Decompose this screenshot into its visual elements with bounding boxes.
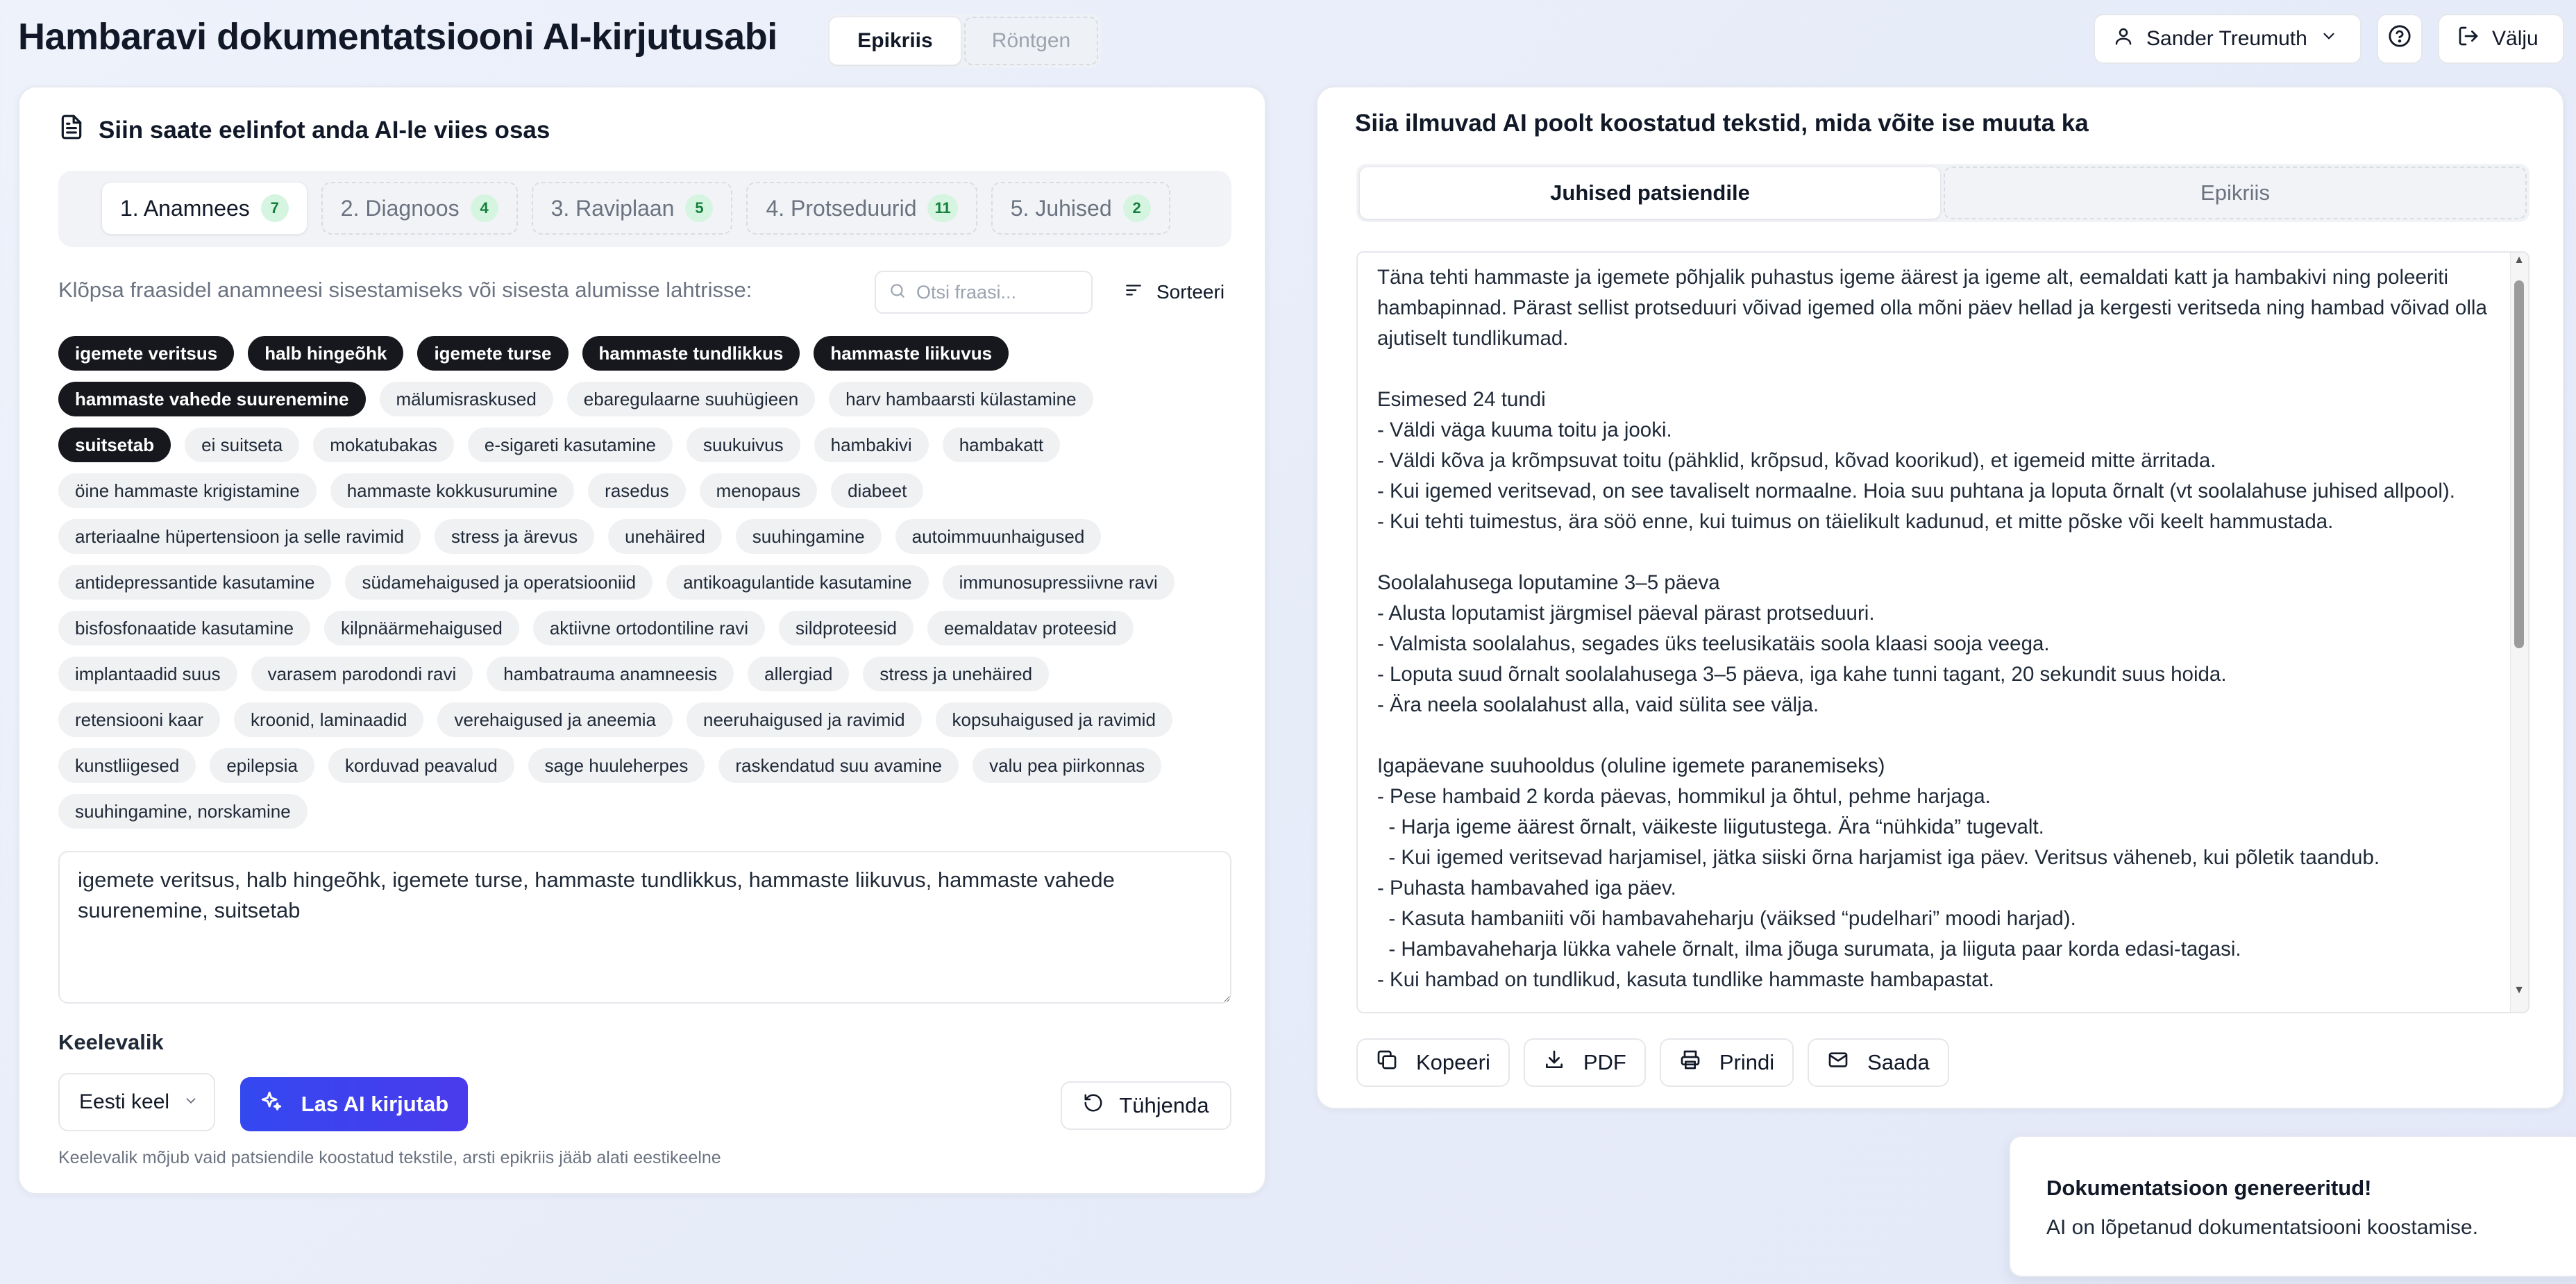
output-tabs bbox=[1356, 164, 2529, 222]
phrase-chip[interactable]: sage huuleherpes bbox=[528, 748, 705, 783]
phrase-hint: Klõpsa fraasidel anamneesi sisestamiseks või sisesta alumisse lahtrisse: bbox=[58, 278, 752, 302]
phrase-chip[interactable]: hambakivi bbox=[814, 428, 929, 462]
phrase-chip[interactable]: verehaigused ja aneemia bbox=[437, 702, 673, 737]
phrase-chip[interactable]: valu pea piirkonnas bbox=[973, 748, 1161, 783]
phrase-chip[interactable]: eemaldatav proteesid bbox=[927, 611, 1134, 645]
input-panel bbox=[18, 86, 1266, 1194]
count-badge: 2 bbox=[1123, 194, 1151, 222]
tab-juhised[interactable] bbox=[991, 182, 1170, 235]
copy-button[interactable] bbox=[1356, 1038, 1510, 1087]
toast-title: Dokumentatsioon genereeritud! bbox=[2046, 1176, 2372, 1200]
phrase-chip[interactable]: hammaste liikuvus bbox=[814, 336, 1009, 371]
phrase-chip[interactable]: kroonid, laminaadid bbox=[234, 702, 423, 737]
mail-icon bbox=[1827, 1049, 1849, 1076]
user-name: Sander Treumuth bbox=[2146, 27, 2307, 50]
phrase-chip[interactable]: retensiooni kaar bbox=[58, 702, 220, 737]
input-panel-title: Siin saate eelinfot anda AI-le viies osas bbox=[99, 116, 550, 144]
phrase-chip[interactable]: immunosupressiivne ravi bbox=[943, 565, 1175, 600]
language-label: Keelevalik bbox=[58, 1030, 164, 1054]
send-button[interactable] bbox=[1808, 1038, 1949, 1087]
language-select[interactable] bbox=[58, 1073, 215, 1131]
copy-label: Kopeeri bbox=[1416, 1050, 1490, 1074]
step-tabs bbox=[58, 171, 1231, 247]
language-note: Keelevalik mõjub vaid patsiendile koostatud tekstile, arsti epikriis jääb alati eestikeelne bbox=[58, 1148, 721, 1167]
phrase-chip[interactable]: suitsetab bbox=[58, 428, 171, 462]
phrase-chip[interactable]: unehäired bbox=[608, 519, 722, 554]
phrase-chip[interactable]: hambatrauma anamneesis bbox=[487, 657, 734, 691]
step-label: 5. Juhised bbox=[1010, 195, 1112, 221]
phrase-chip[interactable]: hammaste tundlikkus bbox=[582, 336, 800, 371]
mode-tabs bbox=[826, 14, 1101, 68]
user-menu-button[interactable] bbox=[2094, 14, 2362, 64]
phrase-chip[interactable]: autoimmuunhaigused bbox=[895, 519, 1102, 554]
phrase-chip[interactable]: kunstliigesed bbox=[58, 748, 196, 783]
toast-message: AI on lõpetanud dokumentatsiooni koostamise. bbox=[2046, 1216, 2479, 1239]
phrase-chip[interactable]: südamehaigused ja operatsiooniid bbox=[345, 565, 653, 600]
phrase-chip[interactable]: stress ja unehäired bbox=[863, 657, 1049, 691]
document-actions bbox=[1356, 1038, 1949, 1087]
phrase-chip[interactable]: suuhingamine, norskamine bbox=[58, 794, 308, 829]
tab-patient-instructions[interactable]: Juhised patsiendile bbox=[1359, 167, 1941, 219]
download-icon bbox=[1543, 1049, 1565, 1076]
clear-button[interactable] bbox=[1061, 1081, 1231, 1130]
tab-epikriis-output[interactable]: Epikriis bbox=[1944, 167, 2527, 219]
pdf-label: PDF bbox=[1583, 1050, 1626, 1074]
phrase-chip[interactable]: varasem parodondi ravi bbox=[251, 657, 473, 691]
phrase-chip[interactable]: suuhingamine bbox=[736, 519, 882, 554]
user-icon bbox=[2113, 26, 2134, 52]
count-badge: 7 bbox=[261, 194, 289, 222]
print-button[interactable] bbox=[1660, 1038, 1794, 1087]
anamnesis-textarea[interactable] bbox=[58, 851, 1231, 1004]
phrase-chip[interactable]: mälumisraskused bbox=[380, 382, 553, 416]
phrase-chip[interactable]: ebaregulaarne suuhügieen bbox=[567, 382, 815, 416]
scroll-down-arrow[interactable]: ▼ bbox=[2514, 984, 2525, 996]
language-value: Eesti keel bbox=[79, 1090, 170, 1113]
logout-button[interactable] bbox=[2438, 14, 2564, 64]
search-icon bbox=[889, 282, 907, 303]
help-circle-icon bbox=[2388, 24, 2411, 53]
sparkles-icon bbox=[260, 1090, 283, 1119]
tab-raviplaan[interactable] bbox=[532, 182, 733, 235]
generated-text[interactable]: Täna tehti hammaste ja igemete põhjalik puhastus igeme äärest ja igeme alt, eemaldati katt ja hambakivi ning poleeriti hambapinnad. Pärast sellist protseduuri võivad igemed olla mõni päev hellad ja kergesti veritseda ning hambad võivad olla ajutiselt tundlikumad. Esimesed 24 tundi - Väldi väga kuuma toitu ja jooki. - Väldi kõva ja krõmpsuvat toitu (pähklid, krõpsud, kõvad koorikud), et igemeid mitte ärritada. - Kui igemed veritsevad, on see tavaliselt normaalne. Hoia suu puhtana ja loputa õrnalt (vt soolalahuse juhised allpool). - Kui tehti tuimestus, ära söö enne, kui tuimus on täielikult kadunud, et mitte põske või keelt hammustada. Soolalahusega loputamine 3–5 päeva - Alusta loputamist järgmisel päeval pärast protseduuri. - Valmista soolalahus, segades üks teelusikatäis soola klaasi sooja veega. - Loputa suud õrnalt soolalahusega 3–5 päeva, iga kahe tunni tagant, 20 sekundit suus hoida. - Ära neela soolalahust alla, vaid sülita see välja. Igapäevane suuhooldus (oluline igemete paranemiseks) - Pese hambaid 2 korda päevas, hommikul ja õhtul, pehme harjaga. - Harja igeme äärest õrnalt, väikeste liigutustega. Ära “nühkida” tugevalt. - Kui igemed veritsevad harjamisel, jätka siiski õrna harjamist iga päev. Veritsus väheneb, kui põletik taandub. - Puhasta hambavahed iga päev. - Kasuta hambaniiti või hambavaheharju (väiksed “pudelhari” moodi harjad). - Hambavaheharja lükka vahele õrnalt, ilma jõuga surumata, ja liiguta paar korda edasi-tagasi. - Kui hambad on tundlikud, kasuta tundlike hammaste hambapastat. bbox=[1377, 266, 2487, 991]
search-input[interactable] bbox=[916, 282, 1069, 303]
sort-label: Sorteeri bbox=[1156, 281, 1225, 303]
count-badge: 5 bbox=[685, 194, 713, 222]
phrase-chip[interactable]: igemete turse bbox=[417, 336, 568, 371]
phrase-chip[interactable]: kopsuhaigused ja ravimid bbox=[936, 702, 1172, 737]
phrase-search[interactable] bbox=[875, 271, 1093, 314]
phrase-chip[interactable]: arteriaalne hüpertensioon ja selle ravimid bbox=[58, 519, 421, 554]
ai-write-label: Las AI kirjutab bbox=[301, 1092, 449, 1116]
chevron-down-icon bbox=[183, 1090, 199, 1114]
phrase-chip[interactable]: antidepressantide kasutamine bbox=[58, 565, 331, 600]
tab-anamnees[interactable] bbox=[101, 182, 308, 235]
step-label: 3. Raviplaan bbox=[550, 195, 675, 221]
phrase-chip[interactable]: neeruhaigused ja ravimid bbox=[687, 702, 922, 737]
ai-write-button[interactable] bbox=[240, 1077, 468, 1131]
help-button[interactable] bbox=[2377, 14, 2423, 64]
phrase-chip[interactable]: igemete veritsus bbox=[58, 336, 234, 371]
sort-button[interactable] bbox=[1116, 271, 1231, 314]
phrase-chip[interactable]: implantaadid suus bbox=[58, 657, 237, 691]
tab-epikriis[interactable]: Epikriis bbox=[829, 17, 961, 65]
phrase-chip[interactable]: allergiad bbox=[748, 657, 849, 691]
count-badge: 11 bbox=[927, 194, 957, 222]
scroll-up-arrow[interactable]: ▲ bbox=[2514, 254, 2525, 266]
phrase-chip[interactable]: hammaste kokkusurumine bbox=[330, 473, 574, 508]
phrase-chips bbox=[58, 336, 1211, 829]
tab-rontgen[interactable]: Röntgen bbox=[964, 17, 1098, 65]
phrase-chip[interactable]: epilepsia bbox=[210, 748, 314, 783]
phrase-chip[interactable]: raskendatud suu avamine bbox=[718, 748, 959, 783]
phrase-chip[interactable]: kilpnäärmehaigused bbox=[324, 611, 519, 645]
phrase-chip[interactable]: mokatubakas bbox=[313, 428, 454, 462]
print-label: Prindi bbox=[1719, 1050, 1775, 1074]
copy-icon bbox=[1376, 1049, 1398, 1076]
output-panel bbox=[1316, 86, 2564, 1109]
tab-diagnoos[interactable] bbox=[321, 182, 518, 235]
step-label: 2. Diagnoos bbox=[340, 195, 460, 221]
printer-icon bbox=[1679, 1049, 1701, 1076]
input-panel-header bbox=[58, 112, 550, 148]
document-icon bbox=[58, 112, 85, 148]
phrase-chip[interactable]: harv hambaarsti külastamine bbox=[829, 382, 1093, 416]
step-label: 4. Protseduurid bbox=[766, 195, 917, 221]
reset-icon bbox=[1083, 1092, 1104, 1119]
step-label: 1. Anamnees bbox=[120, 195, 250, 221]
phrase-chip[interactable]: hambakatt bbox=[943, 428, 1060, 462]
phrase-chip[interactable]: öine hammaste krigistamine bbox=[58, 473, 317, 508]
logout-icon bbox=[2457, 25, 2480, 53]
phrase-chip[interactable]: hammaste vahede suurenemine bbox=[58, 382, 366, 416]
phrase-chip[interactable]: suukuivus bbox=[687, 428, 800, 462]
chevron-down-icon bbox=[2320, 27, 2338, 51]
phrase-chip[interactable]: e-sigareti kasutamine bbox=[468, 428, 673, 462]
phrase-chip[interactable]: menopaus bbox=[700, 473, 817, 508]
app-title: Hambaravi dokumentatsiooni AI-kirjutusabi bbox=[18, 16, 777, 58]
phrase-chip[interactable]: bisfosfonaatide kasutamine bbox=[58, 611, 310, 645]
success-toast bbox=[2009, 1135, 2576, 1277]
phrase-chip[interactable]: ei suitseta bbox=[185, 428, 299, 462]
phrase-chip[interactable]: rasedus bbox=[588, 473, 686, 508]
pdf-button[interactable] bbox=[1524, 1038, 1646, 1087]
send-label: Saada bbox=[1867, 1050, 1930, 1074]
scrollbar[interactable] bbox=[2510, 253, 2528, 1012]
phrase-chip[interactable]: korduvad peavalud bbox=[328, 748, 514, 783]
sort-icon bbox=[1123, 281, 1144, 304]
phrase-chip[interactable]: sildproteesid bbox=[779, 611, 914, 645]
tab-protseduurid[interactable] bbox=[746, 182, 977, 235]
phrase-chip[interactable]: diabeet bbox=[831, 473, 923, 508]
clear-label: Tühjenda bbox=[1119, 1093, 1209, 1117]
phrase-chip[interactable]: aktiivne ortodontiline ravi bbox=[533, 611, 765, 645]
output-panel-title: Siia ilmuvad AI poolt koostatud tekstid, mida võite ise muuta ka bbox=[1355, 110, 2089, 137]
generated-document[interactable] bbox=[1356, 251, 2529, 1013]
logout-label: Välju bbox=[2492, 27, 2539, 50]
scroll-thumb[interactable] bbox=[2514, 280, 2524, 648]
phrase-chip[interactable]: antikoagulantide kasutamine bbox=[666, 565, 929, 600]
count-badge: 4 bbox=[471, 194, 498, 222]
phrase-chip[interactable]: halb hingeõhk bbox=[248, 336, 403, 371]
phrase-chip[interactable]: stress ja ärevus bbox=[435, 519, 594, 554]
